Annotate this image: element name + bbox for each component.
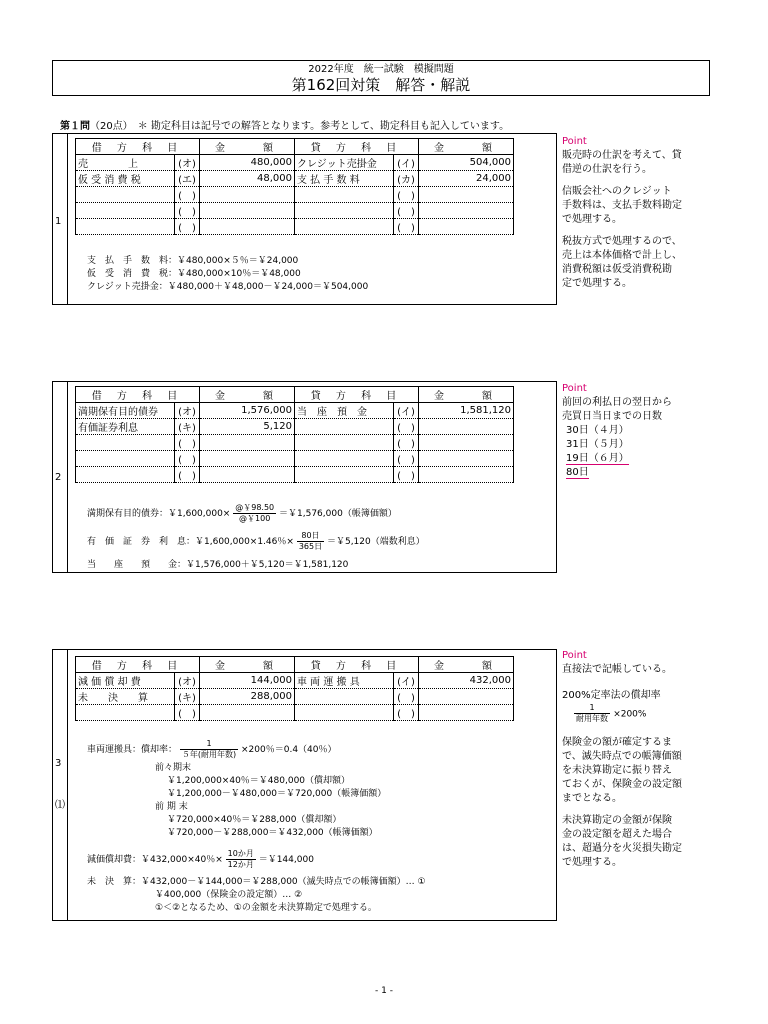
question-number: 3: [55, 758, 62, 769]
debit-account: 満期保有目的債券: [76, 403, 175, 419]
point-line: 販売時の仕訳を考えて、貸: [562, 150, 682, 161]
table-row: [76, 451, 514, 467]
point-line: 売買日当日までの日数: [562, 411, 662, 422]
credit-amount-header: 金 額: [419, 139, 514, 155]
debit-amount: 480,000: [200, 155, 295, 171]
question-label: 第１問: [60, 121, 90, 132]
fraction: [226, 849, 256, 870]
calc-line: 支 払 手 数 料：￥480,000×５％＝￥24,000: [87, 256, 299, 266]
point-spacer: [562, 227, 712, 235]
credit-symbol: ( ): [394, 467, 419, 483]
point-line: 税抜方式で処理するので、: [562, 236, 682, 247]
point-line: 金の設定額を超えた場合: [562, 829, 672, 840]
credit-amount: [419, 419, 514, 435]
number-column: [53, 650, 68, 920]
debit-symbol: ( ): [175, 467, 200, 483]
calc-line: ￥1,200,000×40％＝￥480,000（償却額）: [167, 776, 351, 786]
credit-amount-header: 金 額: [419, 387, 514, 403]
journal-table-2: [75, 386, 514, 483]
table-row: [76, 435, 514, 451]
calc-line: 未 決 算：￥432,000－￥144,000＝￥288,000（滅失時点での帳簿価額）… ①: [87, 877, 426, 887]
fraction-denominator: 365日: [298, 542, 323, 551]
point-note-3: [562, 649, 712, 870]
point-note-1: [562, 135, 712, 291]
debit-amount: [200, 435, 295, 451]
fraction-numerator: 1: [574, 703, 610, 714]
credit-account: [295, 219, 394, 235]
credit-symbol: ( ): [394, 705, 419, 721]
question-number: 2: [55, 472, 62, 483]
debit-account: [76, 187, 175, 203]
fraction-denominator: ５年(耐用年数): [181, 750, 237, 759]
calc-text: ＝￥1,576,000（帳簿価額）: [279, 509, 397, 519]
fraction-denominator: @￥100: [239, 514, 271, 523]
calc-text: 減価償却費：￥432,000×40％×: [87, 855, 223, 865]
fraction: [180, 739, 238, 760]
debit-symbol: (オ): [175, 403, 200, 419]
debit-amount: 288,000: [200, 689, 295, 705]
rate-formula: [562, 703, 712, 724]
credit-amount: [419, 451, 514, 467]
credit-amount: [419, 467, 514, 483]
day-count-total: [566, 466, 712, 480]
credit-account-header: 貸 方 科 目: [295, 139, 419, 155]
debit-amount: 48,000: [200, 171, 295, 187]
debit-symbol: ( ): [175, 705, 200, 721]
credit-amount: [419, 689, 514, 705]
debit-amount: [200, 187, 295, 203]
debit-account: 有価証券利息: [76, 419, 175, 435]
credit-symbol: (イ): [394, 403, 419, 419]
point-spacer: [562, 177, 712, 185]
table-row: [76, 403, 514, 419]
credit-amount: [419, 203, 514, 219]
credit-account-header: 貸 方 科 目: [295, 387, 419, 403]
debit-account: 仮 受 消 費 税: [76, 171, 175, 187]
point-line: 直接法で記帳している。: [562, 664, 672, 675]
credit-symbol: (イ): [394, 673, 419, 689]
table-row: [76, 689, 514, 705]
credit-account: 支 払 手 数 料: [295, 171, 394, 187]
point-line: 借逆の仕訳を行う。: [562, 164, 652, 175]
calc-line: 仮 受 消 費 税：￥480,000×10％＝￥48,000: [87, 269, 301, 279]
calc-suspense: [87, 876, 426, 915]
table-header-row: [76, 139, 514, 155]
calc-line-cash: 当 座 預 金：￥1,576,000＋￥5,120＝￥1,581,120: [87, 560, 349, 570]
credit-account: クレジット売掛金: [295, 155, 394, 171]
credit-amount: [419, 219, 514, 235]
fraction-denominator: 12か月: [227, 860, 254, 869]
calc-line-interest: [87, 531, 425, 552]
answer-box-3: [52, 649, 557, 921]
calc-line: ￥1,200,000－￥480,000＝￥720,000（帳簿価額）: [167, 789, 387, 799]
question-points: （20点）: [90, 121, 128, 132]
point-spacer: [562, 724, 712, 736]
point-line: 信販会社へのクレジット: [562, 186, 672, 197]
credit-amount: [419, 705, 514, 721]
table-row: [76, 673, 514, 689]
day-count-item: 31日（５月）: [566, 439, 629, 450]
debit-symbol: (キ): [175, 689, 200, 705]
title-box: [52, 60, 710, 96]
debit-symbol: ( ): [175, 435, 200, 451]
day-count-total-value: 80日: [566, 467, 589, 478]
credit-account-header: 貸 方 科 目: [295, 657, 419, 673]
journal-table-1: [75, 138, 514, 235]
credit-symbol: ( ): [394, 689, 419, 705]
point-line: 保険金の額が確定するま: [562, 737, 672, 748]
debit-amount: [200, 451, 295, 467]
answer-box-2: [52, 381, 557, 573]
credit-account: 当 座 預 金: [295, 403, 394, 419]
question-note: ＊ 勘定科目は記号での解答となります。参考として、勘定科目も記入しています。: [137, 121, 510, 132]
credit-account: 車 両 運 搬 具: [295, 673, 394, 689]
fraction: [574, 703, 610, 724]
credit-symbol: ( ): [394, 203, 419, 219]
calc-text: ＝￥5,120（端数利息）: [326, 537, 425, 547]
calc-text: 車両運搬具：償却率：: [87, 745, 178, 755]
debit-account: 減 価 償 却 費: [76, 673, 175, 689]
point-note-2: [562, 382, 712, 480]
table-header-row: [76, 387, 514, 403]
debit-account-header: 借 方 科 目: [76, 139, 200, 155]
fraction: [233, 503, 276, 524]
debit-symbol: ( ): [175, 203, 200, 219]
debit-account: [76, 435, 175, 451]
credit-amount: [419, 187, 514, 203]
credit-account: [295, 435, 394, 451]
table-row: [76, 705, 514, 721]
point-line: で処理する。: [562, 857, 622, 868]
point-line: で、滅失時点での帳簿価額: [562, 751, 682, 762]
credit-symbol: ( ): [394, 451, 419, 467]
debit-symbol: (キ): [175, 419, 200, 435]
debit-amount: 144,000: [200, 673, 295, 689]
question-number: 1: [55, 216, 62, 227]
credit-account: [295, 689, 394, 705]
exam-subtitle: 2022年度 統一試験 模擬問題: [308, 64, 454, 75]
point-line: で処理する。: [562, 214, 622, 225]
question-intro: [60, 117, 509, 132]
debit-symbol: (オ): [175, 155, 200, 171]
credit-symbol: ( ): [394, 219, 419, 235]
calc-text: ＝￥144,000: [258, 855, 314, 865]
fraction: [297, 531, 324, 552]
sub-question-number: ⑴: [55, 800, 65, 811]
credit-account: [295, 705, 394, 721]
calc-line: 前 期 末: [155, 802, 188, 812]
calc-line: ①＜②となるため、①の金額を未決算勘定で処理する。: [155, 903, 377, 913]
point-spacer: [562, 806, 712, 814]
credit-symbol: ( ): [394, 187, 419, 203]
debit-account: [76, 451, 175, 467]
answer-box-1: [52, 133, 557, 305]
calc-line-depreciation: [87, 849, 314, 870]
credit-amount: 504,000: [419, 155, 514, 171]
debit-account-header: 借 方 科 目: [76, 387, 200, 403]
journal-table-3: [75, 656, 514, 721]
table-header-row: [76, 657, 514, 673]
table-row: [76, 171, 514, 187]
table-row: [76, 203, 514, 219]
calc-line-rate: [87, 739, 337, 760]
credit-amount: 432,000: [419, 673, 514, 689]
calculation-notes: [155, 762, 386, 840]
page-title: 第162回対策 解答・解説: [291, 76, 471, 94]
debit-account: [76, 467, 175, 483]
debit-amount-header: 金 額: [200, 139, 295, 155]
table-row: [76, 155, 514, 171]
day-count-item: 30日（４月）: [566, 425, 629, 436]
calc-line: ￥720,000×40％＝￥288,000（償却額）: [167, 815, 342, 825]
calculation-notes: [87, 255, 368, 294]
debit-amount-header: 金 額: [200, 387, 295, 403]
credit-amount: 1,581,120: [419, 403, 514, 419]
table-row: [76, 419, 514, 435]
calc-text: ×200％＝0.4（40％）: [241, 745, 337, 755]
credit-symbol: (カ): [394, 171, 419, 187]
debit-amount-header: 金 額: [200, 657, 295, 673]
point-line: 200%定率法の償却率: [562, 690, 661, 701]
calc-line-bond: [87, 503, 397, 524]
debit-account: [76, 219, 175, 235]
debit-amount: [200, 705, 295, 721]
debit-amount: [200, 219, 295, 235]
day-count-underlined: 19日（６月）: [566, 453, 629, 464]
debit-symbol: ( ): [175, 187, 200, 203]
credit-account: [295, 419, 394, 435]
fraction-numerator: @￥98.50: [235, 503, 275, 512]
point-line: 売上は本体価格で計上し、: [562, 250, 682, 261]
debit-symbol: (オ): [175, 673, 200, 689]
debit-account-header: 借 方 科 目: [76, 657, 200, 673]
debit-symbol: ( ): [175, 451, 200, 467]
point-line: 消費税額は仮受消費税勘: [562, 264, 672, 275]
point-title: Point: [562, 383, 587, 394]
fraction-numerator: 80日: [297, 531, 324, 542]
point-spacer: [562, 677, 712, 689]
credit-symbol: (イ): [394, 155, 419, 171]
debit-account: [76, 705, 175, 721]
page-number: - 1 -: [375, 986, 393, 996]
debit-account: 売 上: [76, 155, 175, 171]
credit-symbol: ( ): [394, 435, 419, 451]
calc-text: 満期保有目的債券：￥1,600,000×: [87, 509, 231, 519]
credit-account: [295, 203, 394, 219]
calc-line: ￥720,000－￥288,000＝￥432,000（帳簿価額）: [167, 828, 378, 838]
credit-amount: [419, 435, 514, 451]
debit-amount: 1,576,000: [200, 403, 295, 419]
point-line: 手数料は、支払手数料勘定: [562, 200, 682, 211]
credit-symbol: ( ): [394, 419, 419, 435]
point-line: までとなる。: [562, 793, 622, 804]
calc-line: 前々期末: [155, 763, 192, 773]
fraction-numerator: 1: [180, 739, 238, 750]
credit-amount: 24,000: [419, 171, 514, 187]
day-count-item: [566, 452, 712, 466]
debit-symbol: ( ): [175, 219, 200, 235]
table-row: [76, 219, 514, 235]
debit-amount: [200, 467, 295, 483]
point-line: 定で処理する。: [562, 278, 632, 289]
day-count-list: [562, 424, 712, 480]
calc-line: クレジット売掛金：￥480,000＋￥48,000－￥24,000＝￥504,000: [87, 282, 369, 292]
point-line: を未決算勘定に振り替え: [562, 765, 672, 776]
formula-text: ×200%: [613, 709, 647, 720]
table-row: [76, 187, 514, 203]
calc-text: 有 価 証 券 利 息：￥1,600,000×1.46％×: [87, 537, 294, 547]
debit-symbol: (エ): [175, 171, 200, 187]
credit-account: [295, 467, 394, 483]
table-row: [76, 467, 514, 483]
credit-account: [295, 187, 394, 203]
debit-account: 未 決 算: [76, 689, 175, 705]
debit-amount: [200, 203, 295, 219]
calc-line: ￥400,000（保険金の設定額）… ②: [155, 890, 303, 900]
point-title: Point: [562, 136, 587, 147]
point-line: ておくが、保険金の設定額: [562, 779, 682, 790]
point-line: 未決算勘定の金額が保険: [562, 815, 672, 826]
fraction-numerator: 10か月: [227, 849, 254, 858]
debit-amount: 5,120: [200, 419, 295, 435]
point-line: 前回の利払日の翌日から: [562, 397, 672, 408]
credit-account: [295, 451, 394, 467]
point-title: Point: [562, 650, 587, 661]
point-line: は、超過分を火災損失勘定: [562, 843, 682, 854]
fraction-denominator: 耐用年数: [576, 714, 608, 723]
credit-amount-header: 金 額: [419, 657, 514, 673]
debit-account: [76, 203, 175, 219]
